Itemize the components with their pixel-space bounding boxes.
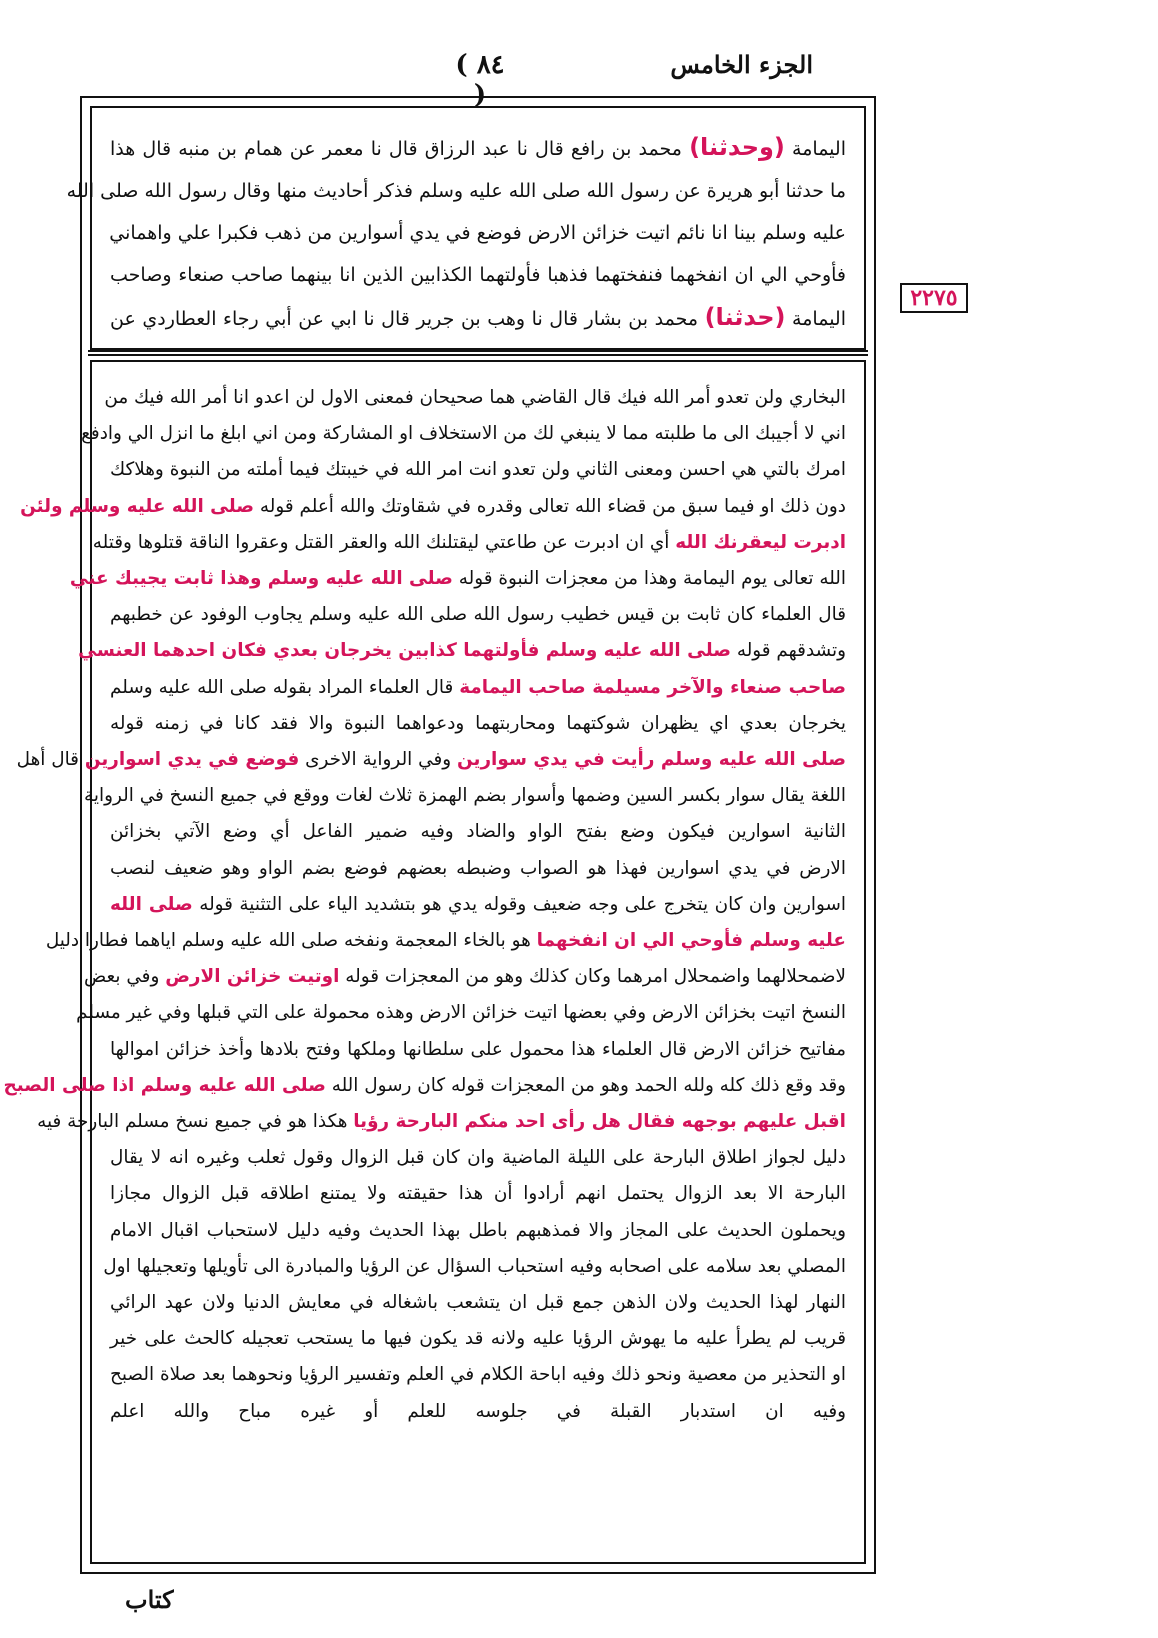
sharh-text-segment: اني لا أجيبك الى ما طلبته مما لا ينبغي لك من الاستخلاف او المشاركة ومن اني ابلغ ما انزل الي وادفع bbox=[81, 423, 846, 445]
sharh-text-segment: وتشدقهم قوله bbox=[730, 640, 846, 662]
catchword: كتاب bbox=[125, 1585, 174, 1614]
sharh-line bbox=[83, 959, 846, 995]
sharh-line bbox=[69, 561, 846, 597]
sharh-line bbox=[110, 706, 846, 742]
sharh-line bbox=[110, 1176, 846, 1212]
sharh-text-segment: النهار لهذا الحديث ولان الذهن جمع قبل ان يتشعب باشغاله في معايش الدنيا ولان عهد الرائي bbox=[110, 1292, 846, 1314]
sharh-text-segment: امرك بالتي هي احسن ومعنى الثاني ولن تعدو انت امر الله في خيبتك فيما أملته من النبوة وهلاكك bbox=[110, 459, 846, 481]
sharh-text bbox=[3, 380, 846, 1430]
sharh-line bbox=[16, 742, 846, 778]
matn-text-segment: عليه وسلم بينا انا نائم اتيت خزائن الارض فوضع في يدي أسوارين من ذهب فكبرا علي واهماني bbox=[109, 222, 846, 244]
sharh-line bbox=[110, 1394, 846, 1430]
sharh-highlight-segment: صلى الله عليه وسلم اذا صلى الصبح bbox=[3, 1074, 326, 1096]
matn-text-segment: فأوحي الي ان انفخهما فنفختهما فذهبا فأولتهما الكذابين الذين انا بينهما صاحب صنعاء وصاحب bbox=[110, 264, 846, 286]
sharh-text-segment: يخرجان بعدي اي يظهران شوكتهما ومحاربتهما ودعواهما النبوة والا فقد كانا في زمنه قوله bbox=[110, 712, 846, 734]
sharh-highlight-segment: عليه وسلم فأوحي الي ان انفخهما bbox=[536, 930, 846, 952]
sharh-line bbox=[103, 1249, 846, 1285]
sharh-line bbox=[92, 525, 846, 561]
sharh-highlight-segment: ادبرت ليعقرنك الله bbox=[675, 531, 846, 553]
sharh-text-segment: الارض في يدي اسوارين فهذا هو الصواب وضبطه بعضهم فوضع بضم الواو وهو ضعيف لنصب bbox=[110, 857, 846, 879]
sharh-line bbox=[37, 1104, 846, 1140]
sharh-line bbox=[76, 995, 846, 1031]
sharh-text-segment: او التحذير من معصية ونحو ذلك وفيه اباحة الكلام في العلم وتفسير الرؤيا ونحوهما بعد صلاة الصبح bbox=[110, 1364, 846, 1386]
sharh-text-segment: الثانية اسوارين فيكون وضع بفتح الواو والضاد وفيه ضمير الفاعل أي وضع الآتي بخزائن bbox=[110, 821, 846, 843]
matn-line bbox=[66, 170, 846, 212]
sharh-text-segment: البخاري ولن تعدو أمر الله فيك قال القاضي هما صحيحان فمعنى الاول لن اعدو انا أمر الله فيك من bbox=[104, 387, 846, 408]
sharh-text-segment: اسوارين وان كان يتخرج على وجه ضعيف وقوله يدي هو بتشديد الياء على التثنية قوله bbox=[192, 893, 846, 915]
sharh-text-segment: وفيه ان استدبار القبلة في جلوسه للعلم أو غيره مباح والله اعلم bbox=[110, 1400, 846, 1422]
matn-text bbox=[66, 126, 846, 340]
sharh-text-segment: هو بالخاء المعجمة ونفخه صلى الله عليه وسلم اياهما فطارا دليل bbox=[45, 930, 537, 952]
sharh-highlight-segment: صلى الله عليه وسلم ولئن bbox=[20, 495, 255, 517]
sharh-line bbox=[78, 633, 846, 669]
matn-line bbox=[110, 212, 846, 254]
matn-box bbox=[66, 106, 866, 350]
matn-text-segment: ما حدثنا أبو هريرة عن رسول الله صلى الله عليه وسلم فذكر أحاديث منها وقال رسول الله صلى الله bbox=[66, 180, 846, 202]
sharh-text-segment: دون ذلك او فيما سبق من قضاء الله تعالى وقدره في شقاوتك والله أعلم قوله bbox=[254, 495, 846, 517]
matn-text-segment: اليمامة bbox=[784, 138, 846, 160]
sharh-highlight-segment: اقبل عليهم بوجهه فقال هل رأى احد منكم البارحة رؤيا bbox=[353, 1111, 846, 1133]
matn-line bbox=[110, 254, 846, 296]
sharh-highlight-segment: صلى الله عليه وسلم فأولتهما كذابين يخرجان بعدي فكان احدهما العنسي bbox=[78, 640, 731, 662]
sharh-text-segment: قال أهل bbox=[16, 749, 85, 771]
sharh-text-segment: قال العلماء المراد بقوله صلى الله عليه وسلم bbox=[110, 676, 460, 698]
sharh-text-segment: مفاتيح خزائن الارض قال العلماء هذا محمول على سلطانها وملكها وفتح بلادها وأخذ خزائن اموالها bbox=[110, 1038, 846, 1060]
matn-line bbox=[110, 296, 846, 340]
sharh-line bbox=[110, 1213, 846, 1249]
sharh-line bbox=[110, 851, 846, 887]
sharh-highlight-segment: صلى الله عليه وسلم وهذا ثابت يجيبك عني bbox=[69, 568, 453, 590]
sharh-line bbox=[110, 1357, 846, 1393]
sharh-line bbox=[110, 670, 846, 706]
sharh-text-segment: وقد وقع ذلك كله ولله الحمد وهو من المعجزات قوله كان رسول الله bbox=[325, 1074, 846, 1096]
sharh-line bbox=[20, 489, 846, 525]
matn-line bbox=[110, 126, 846, 170]
sharh-text-segment: وفي الرواية الاخرى bbox=[299, 749, 457, 771]
page-frame bbox=[3, 96, 876, 1574]
sharh-line bbox=[110, 1032, 846, 1068]
sharh-text-segment: البارحة الا بعد الزوال يحتمل انهم أرادوا أن هذا حقيقته ولا يمتنع اطلاقه قبل الزوال مجازا bbox=[110, 1183, 846, 1205]
sharh-line bbox=[110, 452, 846, 488]
matn-text-segment: اليمامة bbox=[785, 308, 846, 330]
sharh-line bbox=[81, 416, 846, 452]
sharh-text-segment: النسخ اتيت بخزائن الارض وفي بعضها اتيت خزائن الارض وهذه محمولة على التي قبلها وفي غير مسلم bbox=[76, 1002, 846, 1024]
sharh-text-segment: قريب لم يطرأ عليه ما يهوش الرؤيا عليه ولانه قد يكون فيها ما يستحب تعجيله كالحث على خير bbox=[110, 1328, 846, 1350]
sharh-line bbox=[110, 814, 846, 850]
sharh-highlight-segment: فوضع في يدي اسوارين bbox=[84, 749, 300, 771]
section-divider bbox=[88, 350, 868, 356]
page-number: ( ٨٤ ) bbox=[455, 50, 505, 110]
matn-text-segment: محمد بن رافع قال نا عبد الرزاق قال نا معمر عن همام بن منبه قال هذا bbox=[110, 138, 690, 160]
sharh-text-segment: اللغة يقال سوار بكسر السين وضمها وأسوار بضم الهمزة ثلاث لغات ووقع في جميع النسخ في الرواية bbox=[84, 785, 846, 807]
sharh-text-segment: هكذا هو في جميع نسخ مسلم البارحة فيه bbox=[37, 1111, 354, 1133]
sharh-line bbox=[104, 380, 846, 416]
sharh-line bbox=[110, 597, 846, 633]
sharh-line bbox=[110, 1140, 846, 1176]
matn-highlight-segment: (وحدثنا) bbox=[689, 133, 785, 161]
sharh-text-segment: لاضمحلالهما واضمحلال امرهما وكان كذلك وهو من المعجزات قوله bbox=[339, 966, 846, 988]
sharh-line bbox=[110, 1285, 846, 1321]
sharh-highlight-segment: صلى الله bbox=[110, 893, 193, 915]
matn-highlight-segment: (حدثنا) bbox=[704, 303, 786, 331]
sharh-text-segment: ويحملون الحديث على المجاز والا فمذهبهم باطل بهذا الحديث وفيه دليل لاستحباب اقبال الامام bbox=[110, 1219, 846, 1241]
sharh-highlight-segment: صاحب صنعاء والآخر مسيلمة صاحب اليمامة bbox=[459, 676, 846, 698]
sharh-text-segment: قال العلماء كان ثابت بن قيس خطيب رسول الله صلى الله عليه وسلم يجاوب الوفود عن خطبهم bbox=[110, 604, 846, 626]
sharh-line bbox=[3, 1068, 846, 1104]
sharh-text-segment: الله تعالى يوم اليمامة وهذا من معجزات النبوة قوله bbox=[452, 568, 846, 590]
sharh-line bbox=[45, 923, 846, 959]
sharh-text-segment: أي ان ادبرت عن طاعتي ليقتلنك الله والعقر القتل وعقروا الناقة قتلوها وقتله bbox=[92, 531, 676, 553]
sharh-text-segment: دليل لجواز اطلاق البارحة على الليلة الماضية وان كان قبل الزوال وقول ثعلب وغيره انه لا يقال bbox=[110, 1147, 846, 1169]
sharh-line bbox=[110, 1321, 846, 1357]
sharh-text-segment: وفي بعض bbox=[83, 966, 166, 988]
sharh-line bbox=[84, 778, 846, 814]
sharh-line bbox=[110, 887, 846, 923]
hadith-number-badge: ٢٢٧٥ bbox=[900, 283, 968, 313]
header-part-title: الجزء الخامس bbox=[670, 50, 813, 79]
sharh-text-segment: المصلي بعد سلامه على اصحابه وفيه استحباب السؤال عن الرؤيا والمبادرة الى تأويلها وتعجيلها اول bbox=[103, 1255, 846, 1277]
sharh-box bbox=[3, 360, 866, 1564]
sharh-highlight-segment: اوتيت خزائن الارض bbox=[165, 966, 340, 988]
sharh-highlight-segment: صلى الله عليه وسلم رأيت في يدي سوارين bbox=[456, 749, 846, 771]
matn-text-segment: محمد بن بشار قال نا وهب بن جرير قال نا ابي عن أبي رجاء العطاردي عن bbox=[110, 308, 705, 330]
